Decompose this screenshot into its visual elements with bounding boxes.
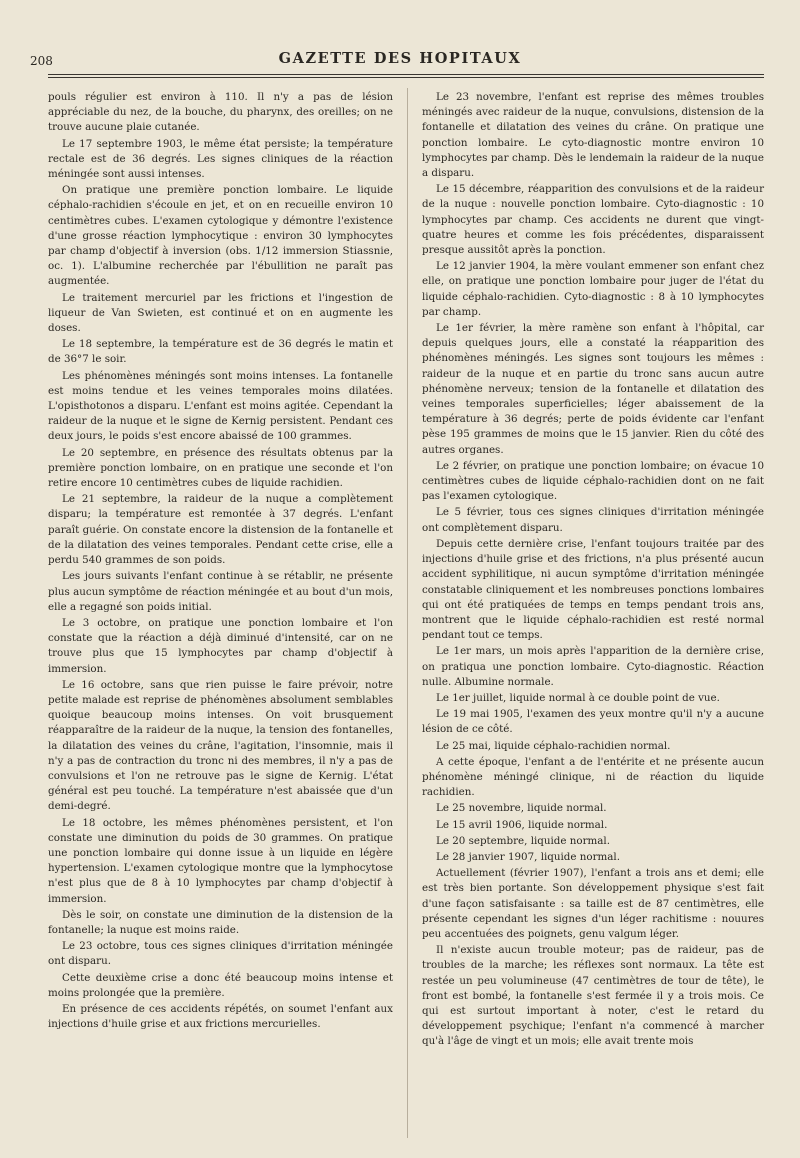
paragraph: On pratique une première ponction lombaire. Le liquide céphalo-rachidien s'écoule en jet, et on en recueille environ 10 centimètres cubes. L'examen cytologique y démontre l'existence d'une grosse réaction lymphocytique : environ 30 lymphocytes par champ d'objectif à inversion (obs. 1/12 immersion Stiassnie, oc. 1). L'albumine recherchée par l'ébullition ne paraît pas augmentée. <box>48 184 393 288</box>
page-number: 208 <box>30 54 53 68</box>
paragraph: pouls régulier est environ à 110. Il n'y a pas de lésion appréciable du nez, de la bouche, du pharynx, des oreilles; on ne trouve aucune plaie cutanée. <box>48 91 393 134</box>
paragraph: Le 12 janvier 1904, la mère voulant emmener son enfant chez elle, on pratique une ponction lombaire pour juger de l'état du liquide céphalo-rachidien. Cyto-diagnostic : 8 à 10 lymphocytes par champ. <box>422 260 764 318</box>
paragraph: Le 15 avril 1906, liquide normal. <box>436 818 608 831</box>
left-column <box>48 90 393 1033</box>
paragraph: Le 17 septembre 1903, le même état persiste; la température rectale est de 36 degrés. Les signes cliniques de la réaction méningée sont aussi intenses. <box>48 137 393 181</box>
paragraph: Le 18 octobre, les mêmes phénomènes persistent, et l'on constate une diminution du poids de 30 grammes. On pratique une ponction lombaire qui donne issue à un liquide en légère hypertension. L'examen cytologique montre que la lymphocytose n'est plus que de 8 à 10 lymphocytes par champ d'objectif à immersion. <box>48 816 393 905</box>
paragraph: Le 21 septembre, la raideur de la nuque a complètement disparu; la température est remontée à 37 degrés. L'enfant paraît guérie. On constate encore la distension de la fontanelle et de la dilatation des veines temporales. Pendant cette crise, elle a perdu 540 grammes de son poids. <box>48 493 393 567</box>
paragraph: Le 1er février, la mère ramène son enfant à l'hôpital, car depuis quelques jours, elle a constaté la réapparition des phénomènes méningés. Les signes sont toujours les mêmes : raideur de la nuque et en partie du tronc sans aucun autre phénomène nerveux; tension de la fontanelle et dilatation des veines temporales superficielles; léger abaissement de la température à 36 degrés; perte de poids évidente car l'enfant pèse 195 grammes de moins que le 15 janvier. Rien du côté des autres organes. <box>422 322 764 456</box>
paragraph: Les jours suivants l'enfant continue à se rétablir, ne présente plus aucun symptôme de réaction méningée et au bout d'un mois, elle a regagné son poids initial. <box>48 570 393 613</box>
paragraph: Actuellement (février 1907), l'enfant a trois ans et demi; elle est très bien portante. Son développement physique s'est fait d'une façon satisfaisante : sa taille est de 87 centimètres, elle présente cependant les signes d'un léger rachitisme : nouures peu accentuées des poignets, genu valgum léger. <box>422 867 764 940</box>
paragraph: Le 2 février, on pratique une ponction lombaire; on évacue 10 centimètres cubes de liquide céphalo-rachidien dont on ne fait pas l'examen cytologique. <box>422 459 764 503</box>
paragraph: Les phénomènes méningés sont moins intenses. La fontanelle est moins tendue et les veines temporales moins dilatées. L'opisthotonos a disparu. L'enfant est moins agitée. Cependant la raideur de la nuque et le signe de Kernig persistent. Pendant ces deux jours, le poids s'est encore abaissé de 100 grammes. <box>48 369 393 443</box>
paragraph: Le 3 octobre, on pratique une ponction lombaire et l'on constate que la réaction a déjà diminué d'intensité, car on ne trouve plus que 15 lymphocytes par champ d'objectif à immersion. <box>48 616 393 675</box>
paragraph: Cette deuxième crise a donc été beaucoup moins intense et moins prolongée que la première. <box>48 971 393 999</box>
paragraph: Le 25 novembre, liquide normal. <box>436 802 607 815</box>
column-divider <box>407 88 408 1138</box>
right-column <box>422 90 764 1051</box>
header-rule-bottom <box>48 77 764 78</box>
paragraph: Le traitement mercuriel par les frictions et l'ingestion de liqueur de Van Swieten, est continué et on en augmente les doses. <box>48 291 393 335</box>
paragraph: Le 1er mars, un mois après l'apparition de la dernière crise, on pratiqua une ponction lombaire. Cyto-diagnostic. Réaction nulle. Albumine normale. <box>422 645 764 688</box>
paragraph: Le 1er juillet, liquide normal à ce double point de vue. <box>436 691 720 704</box>
paragraph: Le 25 mai, liquide céphalo-rachidien normal. <box>436 739 671 752</box>
paragraph: Il n'existe aucun trouble moteur; pas de raideur, pas de troubles de la marche; les réflexes sont normaux. La tête est restée un peu volumineuse (47 centimètres de tour de tête), le front est bombé, la fontanelle s'est fermée il y a trois mois. Ce qui est surtout important à noter, c'est le retard du développement psychique; l'enfant n'a commencé à marcher qu'à l'âge de vingt et un mois; elle avait trente mois <box>422 944 764 1048</box>
paragraph: Dès le soir, on constate une diminution de la distension de la fontanelle; la nuque est moins raide. <box>48 908 393 936</box>
paragraph: En présence de ces accidents répétés, on soumet l'enfant aux injections d'huile grise et aux frictions mercurielles. <box>48 1002 393 1031</box>
page-header <box>30 50 770 72</box>
paragraph: Le 18 septembre, la température est de 36 degrés le matin et de 36°7 le soir. <box>48 338 393 366</box>
paragraph: Le 23 octobre, tous ces signes cliniques d'irritation méningée ont disparu. <box>48 940 393 968</box>
paragraph: Depuis cette dernière crise, l'enfant toujours traitée par des injections d'huile grise et des frictions, n'a plus présenté aucun accident syphilitique, ni aucun symptôme d'irritation méningée constatable cliniquement et les nombreuses ponctions lombaires qui ont été pratiquées de temps en temps pendant trois ans, montrent que le liquide céphalo-rachidien est resté normal pendant tout ce temps. <box>422 537 764 642</box>
paragraph: Le 16 octobre, sans que rien puisse le faire prévoir, notre petite malade est reprise de phénomènes absolument semblables quoique beaucoup moins intenses. On voit brusquement réapparaître de la raideur de la nuque, la tension des fontanelles, la dilatation des veines du crâne, l'agitation, l'insomnie, mais il n'y a pas de contraction du tronc ni des membres, il n'y a pas de convulsions et l'on ne retrouve pas le signe de Kernig. L'état général est peu touché. La température n'est abaissée que d'un demi-degré. <box>48 678 393 813</box>
paragraph: Le 20 septembre, en présence des résultats obtenus par la première ponction lombaire, on en pratique une seconde et l'on retire encore 10 centimètres cubes de liquide rachidien. <box>48 446 393 490</box>
paragraph: Le 19 mai 1905, l'examen des yeux montre qu'il n'y a aucune lésion de ce côté. <box>422 708 764 736</box>
paragraph: A cette époque, l'enfant a de l'entérite et ne présente aucun phénomène méningé clinique, ni de réaction du liquide rachidien. <box>422 755 764 799</box>
paragraph: Le 20 septembre, liquide normal. <box>436 834 610 847</box>
paragraph: Le 23 novembre, l'enfant est reprise des mêmes troubles méningés avec raideur de la nuque, convulsions, distension de la fontanelle et dilatation des veines du crâne. On pratique une ponction lombaire. Le cyto-diagnostic montre environ 10 lymphocytes par champ. Dès le lendemain la raideur de la nuque a disparu. <box>422 91 764 180</box>
paragraph: Le 28 janvier 1907, liquide normal. <box>436 850 620 863</box>
header-rule-top <box>48 74 764 75</box>
paragraph: Le 15 décembre, réapparition des convulsions et de la raideur de la nuque : nouvelle ponction lombaire. Cyto-diagnostic : 10 lymphocytes par champ. Ces accidents ne durent que vingt-quatre heures et comme les fois précédentes, disparaissent presque aussitôt après la ponction. <box>422 183 764 257</box>
journal-title: GAZETTE DES HOPITAUX <box>278 50 522 67</box>
paragraph: Le 5 février, tous ces signes cliniques d'irritation méningée ont complètement disparu. <box>422 506 764 534</box>
